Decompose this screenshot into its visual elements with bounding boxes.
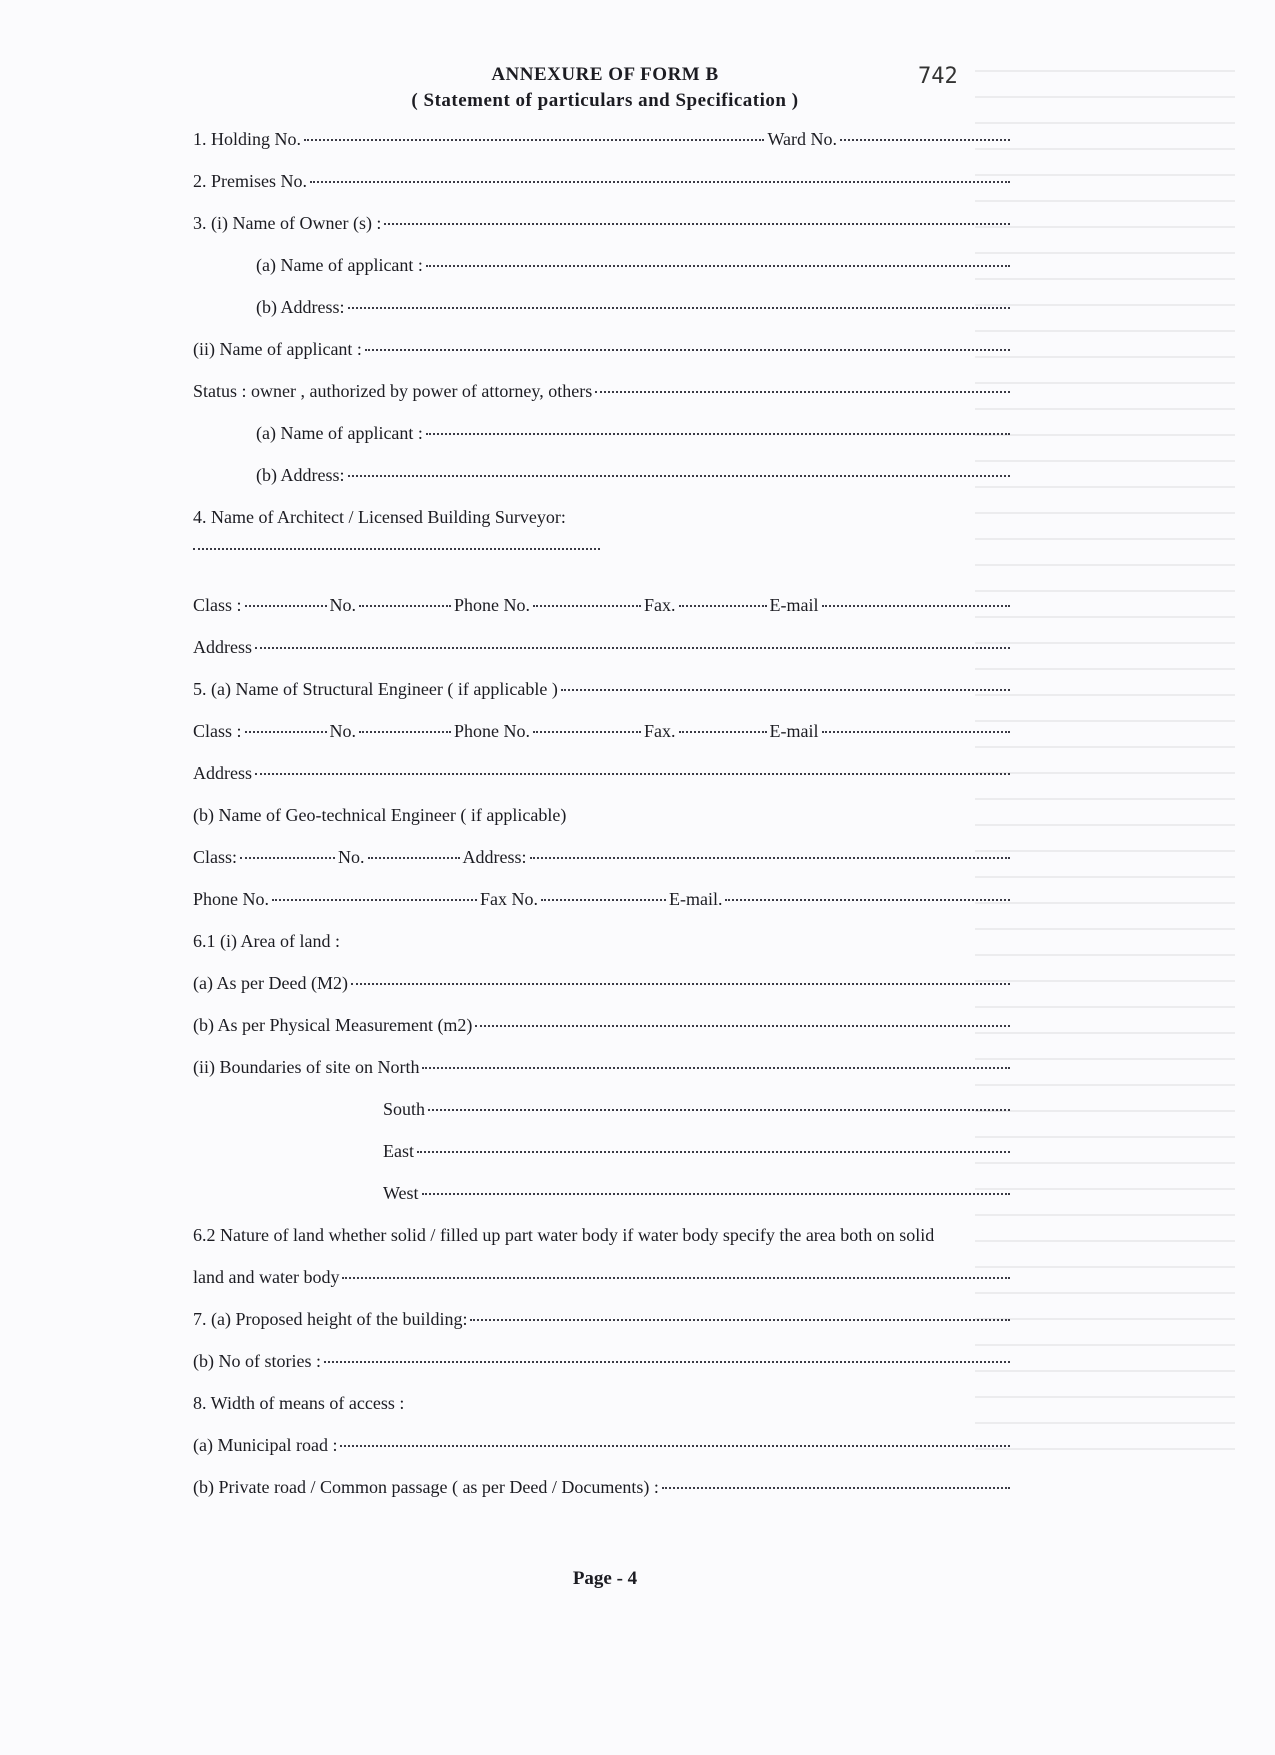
se-fax-label: Fax.: [644, 721, 676, 741]
width-access-row: [193, 1392, 1013, 1414]
geo-class-field[interactable]: [240, 857, 335, 859]
status-label: Status : owner , authorized by power of attorney, others: [193, 381, 593, 401]
se-fax-field[interactable]: [679, 731, 767, 733]
area-land-label: 6.1 (i) Area of land :: [193, 931, 340, 951]
architect-address-row: [193, 636, 1013, 658]
holding-no-label: 1. Holding No.: [193, 129, 301, 149]
status-address-row: [256, 464, 1013, 486]
status-field[interactable]: [595, 391, 1010, 393]
municipal-road-field[interactable]: [340, 1445, 1010, 1447]
as-per-deed-field[interactable]: [351, 983, 1010, 985]
se-address-row: [193, 762, 1013, 784]
struct-engineer-label: 5. (a) Name of Structural Engineer ( if applicable ): [193, 679, 558, 699]
arch-no-field[interactable]: [359, 605, 451, 607]
architect-name-row: [193, 552, 603, 554]
arch-fax-label: Fax.: [644, 595, 676, 615]
owner-name-field[interactable]: [384, 223, 1010, 225]
status-address-label: (b) Address:: [256, 465, 345, 485]
arch-class-label: Class :: [193, 595, 242, 615]
as-per-physical-field[interactable]: [475, 1025, 1010, 1027]
municipal-road-row: [193, 1434, 1013, 1456]
geo-engineer-label: (b) Name of Geo-technical Engineer ( if applicable): [193, 805, 567, 825]
status-address-field[interactable]: [348, 475, 1011, 477]
as-per-physical-row: [193, 1014, 1013, 1036]
owner-address-field[interactable]: [348, 307, 1011, 309]
geo-engineer-row: [193, 804, 1013, 826]
status-applicant-label: (a) Name of applicant :: [256, 423, 423, 443]
geo-class-label: Class:: [193, 847, 238, 867]
geo-email-field[interactable]: [725, 899, 1010, 901]
geo-phone-label: Phone No.: [193, 889, 269, 909]
se-class-field[interactable]: [245, 731, 327, 733]
owner-name-label: 3. (i) Name of Owner (s) :: [193, 213, 382, 233]
se-phone-field[interactable]: [533, 731, 641, 733]
boundary-south-label: South: [383, 1099, 426, 1119]
area-land-row: [193, 930, 1013, 952]
arch-phone-field[interactable]: [533, 605, 641, 607]
arch-address-field[interactable]: [255, 647, 1010, 649]
boundary-east-label: East: [383, 1141, 414, 1161]
page-footer: Page - 4: [572, 1568, 638, 1589]
premises-row: [193, 170, 1013, 192]
geo-email-label: E-mail.: [669, 889, 723, 909]
applicant-row: [193, 338, 1013, 360]
owner-address-label: (b) Address:: [256, 297, 345, 317]
handwritten-page-number: 742: [918, 64, 958, 89]
boundary-east-field[interactable]: [417, 1151, 1010, 1153]
owner-applicant-label: (a) Name of applicant :: [256, 255, 423, 275]
boundary-north-field[interactable]: [422, 1067, 1010, 1069]
se-address-field[interactable]: [255, 773, 1010, 775]
geo-fax-field[interactable]: [541, 899, 666, 901]
owner-applicant-field[interactable]: [426, 265, 1010, 267]
architect-label: 4. Name of Architect / Licensed Building Surveyor:: [193, 507, 566, 527]
holding-row: [193, 128, 1013, 150]
nature-land-field[interactable]: [342, 1277, 1010, 1279]
owner-applicant-row: [256, 254, 1013, 276]
se-phone-label: Phone No.: [454, 721, 531, 741]
nature-land-row: [193, 1224, 1013, 1246]
status-applicant-field[interactable]: [426, 433, 1010, 435]
form-title: ANNEXURE OF FORM B: [491, 64, 719, 85]
boundary-south-field[interactable]: [428, 1109, 1010, 1111]
municipal-road-label: (a) Municipal road :: [193, 1435, 338, 1455]
bleed-through-texture: [975, 70, 1235, 1470]
proposed-height-label: 7. (a) Proposed height of the building:: [193, 1309, 468, 1329]
arch-email-field[interactable]: [822, 605, 1011, 607]
se-no-label: No.: [329, 721, 357, 741]
nature-land-cont-label: land and water body: [193, 1267, 340, 1287]
premises-no-field[interactable]: [310, 181, 1010, 183]
private-road-field[interactable]: [662, 1487, 1010, 1489]
proposed-height-row: [193, 1308, 1013, 1330]
se-email-field[interactable]: [822, 731, 1011, 733]
boundary-south-row: [383, 1098, 1013, 1120]
se-email-label: E-mail: [769, 721, 819, 741]
owner-row: [193, 212, 1013, 234]
width-access-label: 8. Width of means of access :: [193, 1393, 405, 1413]
status-row: [193, 380, 1013, 402]
boundary-west-row: [383, 1182, 1013, 1204]
architect-row: [193, 506, 1013, 528]
arch-phone-label: Phone No.: [454, 595, 531, 615]
proposed-height-field[interactable]: [470, 1319, 1010, 1321]
boundary-west-label: West: [383, 1183, 419, 1203]
nature-land-label: 6.2 Nature of land whether solid / filled up part water body if water body specify the area both on solid: [193, 1225, 935, 1245]
form-subtitle: ( Statement of particulars and Specification ): [411, 90, 799, 111]
private-road-row: [193, 1476, 1013, 1498]
geo-no-label: No.: [338, 847, 365, 867]
as-per-deed-label: (a) As per Deed (M2): [193, 973, 348, 993]
boundary-north-label: (ii) Boundaries of site on North: [193, 1057, 420, 1077]
geo-phone-field[interactable]: [272, 899, 477, 901]
no-of-stories-row: [193, 1350, 1013, 1372]
status-applicant-row: [256, 422, 1013, 444]
geo-class-row: [193, 846, 1013, 868]
struct-engineer-field[interactable]: [561, 689, 1010, 691]
no-of-stories-label: (b) No of stories :: [193, 1351, 321, 1371]
nature-land-cont-row: [193, 1266, 1013, 1288]
no-of-stories-field[interactable]: [324, 1361, 1010, 1363]
owner-address-row: [256, 296, 1013, 318]
boundary-west-field[interactable]: [422, 1193, 1010, 1195]
architect-contact-row: [193, 594, 1013, 616]
geo-address-field[interactable]: [530, 857, 1010, 859]
se-contact-row: [193, 720, 1013, 742]
arch-address-label: Address: [193, 637, 252, 657]
se-no-field[interactable]: [359, 731, 451, 733]
premises-no-label: 2. Premises No.: [193, 171, 307, 191]
struct-engineer-row: [193, 678, 1013, 700]
arch-fax-field[interactable]: [679, 605, 767, 607]
arch-class-field[interactable]: [245, 605, 327, 607]
geo-contact-row: [193, 888, 1013, 910]
boundary-north-row: [193, 1056, 1013, 1078]
ward-no-field[interactable]: [840, 139, 1010, 141]
arch-email-label: E-mail: [769, 595, 819, 615]
geo-no-field[interactable]: [368, 857, 460, 859]
ward-no-label: Ward No.: [767, 129, 837, 149]
se-class-label: Class :: [193, 721, 242, 741]
geo-address-label: Address:: [462, 847, 527, 867]
private-road-label: (b) Private road / Common passage ( as per Deed / Documents) :: [193, 1477, 659, 1497]
architect-name-field[interactable]: [193, 548, 600, 550]
holding-no-field[interactable]: [304, 139, 764, 141]
as-per-physical-label: (b) As per Physical Measurement (m2): [193, 1015, 473, 1035]
arch-no-label: No.: [329, 595, 357, 615]
geo-fax-label: Fax No.: [480, 889, 538, 909]
as-per-deed-row: [193, 972, 1013, 994]
se-address-label: Address: [193, 763, 252, 783]
applicant-name-field[interactable]: [365, 349, 1010, 351]
boundary-east-row: [383, 1140, 1013, 1162]
applicant-name-label: (ii) Name of applicant :: [193, 339, 362, 359]
